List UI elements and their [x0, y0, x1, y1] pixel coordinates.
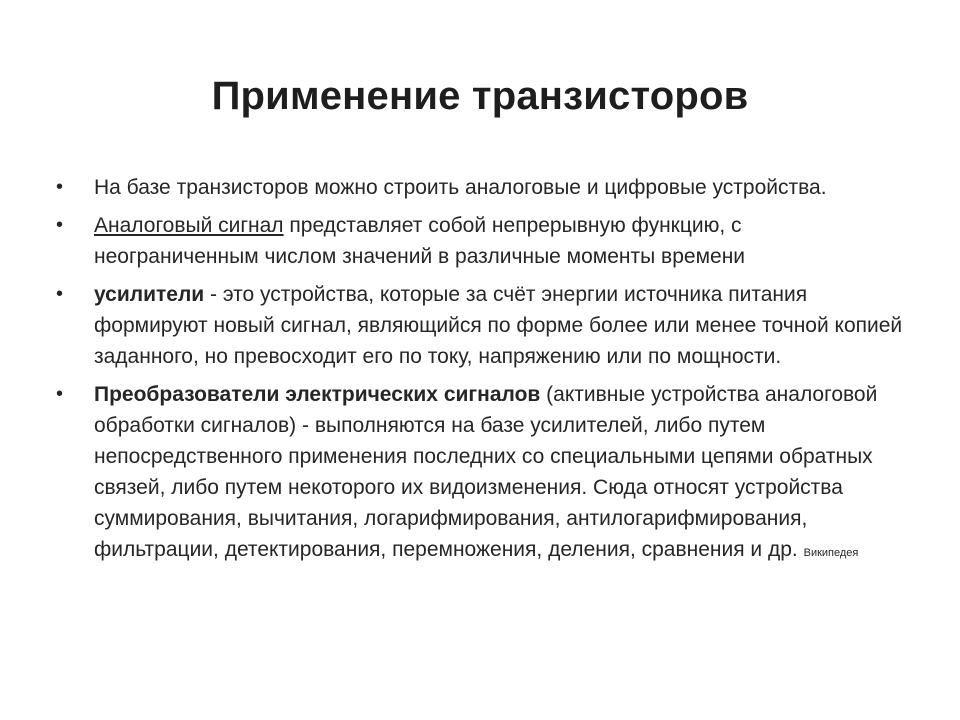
bullet-dot-icon: • [56, 383, 64, 405]
source-note: Википедея [803, 547, 859, 559]
bullet-item [56, 279, 906, 372]
bullet-dot-icon: • [56, 176, 64, 198]
amplifiers-term: усилители [94, 283, 205, 306]
bullet-dot-icon: • [56, 214, 64, 236]
slide-title: Применение транзисторов [211, 74, 749, 118]
bullet-text: - это устройства, которые за счёт энергии источника питания формируют новый сигнал, являющийся по форме более или менее точной копией заданного, но превосходит его по току, напряжению или по мощности. [94, 283, 903, 368]
bullet-text: (активные устройства аналоговой обработки сигналов) - выполняются на базе усилителей, либо путем непосредственного применения последних со специальными цепями обратных связей, либо путем некоторого их видоизменения. Сюда относят устройства суммирования, вычитания, логарифмирования, антилогарифмирования, фильтрации, детектирования, перемножения, деления, сравнения и др. [94, 383, 878, 561]
bullet-item [56, 379, 906, 569]
bullet-item [56, 210, 906, 272]
bullet-item [56, 172, 906, 203]
bullet-text: представляет собой непрерывную функцию, с неограниченным числом значений в различные моменты времени [94, 214, 746, 268]
bullet-list [56, 172, 906, 576]
bullet-dot-icon: • [56, 283, 64, 305]
signal-converters-term: Преобразователи электрических сигналов [94, 383, 541, 406]
bullet-text: На базе транзисторов можно строить аналоговые и цифровые устройства. [94, 176, 827, 199]
analog-signal-term: Аналоговый сигнал [94, 214, 284, 237]
